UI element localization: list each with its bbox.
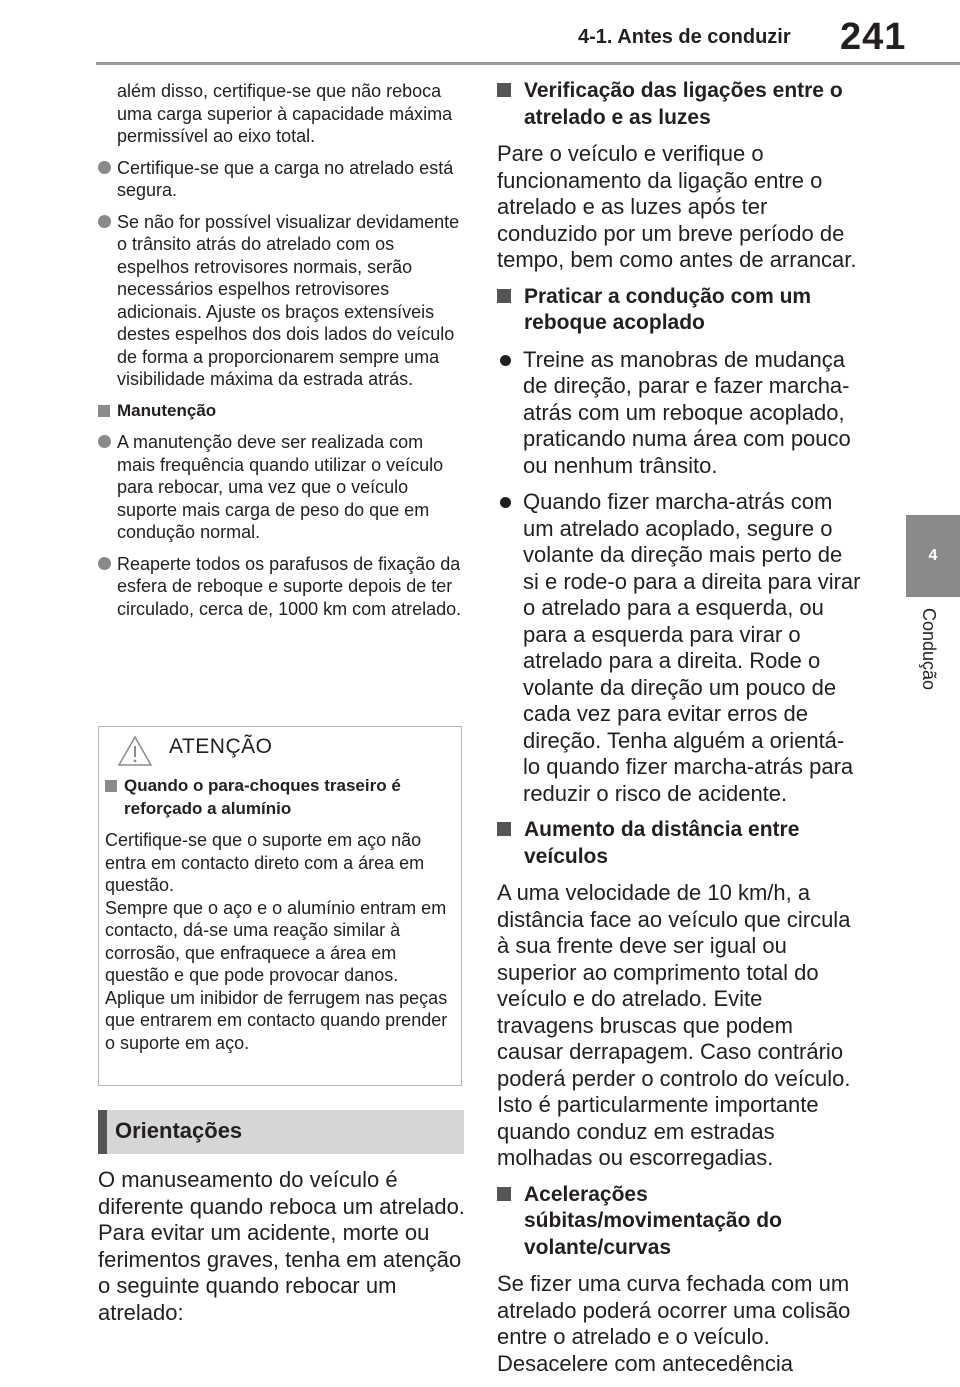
warning-body: [105, 775, 455, 1054]
chapter-label: Condução: [919, 608, 939, 691]
subsection-heading: [497, 1182, 861, 1262]
warning-subheading: [105, 775, 455, 820]
subsection-heading-text: Acelerações súbitas/movimentação do volante/curvas: [524, 1182, 782, 1259]
orientacoes-intro: O manuseamento do veículo é diferente quando reboca um atrelado. Para evitar um acidente, morte ou ferimentos graves, tenha em atenção o seguinte quando rebocar um atrelado:: [98, 1167, 465, 1325]
list-item-text: Se não for possível visualizar devidamente o trânsito atrás do atrelado com os espelhos retrovisores normais, serão necessários espelhos retrovisores adicionais. Ajuste os braços extensíveis destes espelhos dos dois lados do veículo de forma a proporcionarem sempre uma visibilidade máxima da estrada atrás.: [117, 211, 460, 389]
square-bullet-icon: [497, 822, 511, 836]
list-item: [98, 553, 464, 621]
list-item: [497, 347, 861, 480]
orientacoes-title: Orientações: [115, 1118, 243, 1143]
subsection-heading-text: Verificação das ligações entre o atrelado e as luzes: [524, 79, 843, 129]
square-bullet-icon: [497, 289, 511, 303]
list-item-text: Certifique-se que a carga no atrelado está segura.: [117, 157, 454, 200]
list-item-text: Reaperte todos os parafusos de fixação da esfera de reboque e suporte depois de ter circulado, cerca de, 1000 km com atrelado.: [117, 553, 462, 619]
square-bullet-icon: [98, 405, 110, 417]
page-number: 241: [840, 16, 907, 58]
right-column: [497, 78, 861, 1387]
bullet-icon: [98, 215, 111, 228]
list-item: [98, 431, 464, 544]
warning-paragraph: Sempre que o aço e o alumínio entram em contacto, dá-se uma reação similar à corrosão, que enfraquece a área em questão e que pode provocar danos. Aplique um inibidor de ferrugem nas peças que entrarem em contacto quando prender o suporte em aço.: [105, 897, 448, 1053]
section-title: 4-1. Antes de conduzir: [578, 26, 791, 48]
list-item: [497, 489, 861, 807]
paragraph: Se fizer uma curva fechada com um atrelado poderá ocorrer uma colisão entre o atrelado e o veículo. Desacelere com antecedência: [497, 1271, 851, 1376]
subsection-heading-text: Aumento da distância entre veículos: [524, 818, 800, 868]
bullet-icon: [98, 161, 111, 174]
subsection-heading: [497, 284, 861, 337]
list-item-text: Quando fizer marcha-atrás com um atrelado acoplado, segure o volante da direção mais perto de si e rode-o para a direita para virar o atrelado para a esquerda, ou para a esquerda para virar o atrelado para a direita. Rode o volante da direção um pouco de cada vez para evitar erros de direção. Tenha alguém a orientá-lo quando fizer marcha-atrás para reduzir o risco de acidente.: [523, 489, 861, 806]
list-item-text: A manutenção deve ser realizada com mais frequência quando utilizar o veículo para rebocar, uma vez que o veículo suporte mais carga de peso do que em condução normal.: [117, 432, 444, 542]
bullet-icon: [98, 557, 111, 570]
subsection-heading: [497, 817, 861, 870]
subsection-heading-text: Praticar a condução com um reboque acoplado: [524, 284, 812, 334]
warning-paragraph: Certifique-se que o suporte em aço não entra em contacto direto com a área em questão.: [105, 830, 425, 895]
continuation-text: além disso, certifique-se que não reboca uma carga superior à capacidade máxima permissível ao eixo total.: [117, 81, 453, 146]
subsection-heading: [497, 78, 861, 131]
chapter-tab: 4: [906, 515, 960, 597]
list-item: [98, 211, 464, 391]
maintenance-heading: [98, 400, 464, 423]
heading-text: Manutenção: [117, 400, 217, 420]
warning-box: [98, 726, 462, 1086]
heading-accent-bar: [98, 1110, 107, 1154]
paragraph: A uma velocidade de 10 km/h, a distância face ao veículo que circula à sua frente deve ser igual ou superior ao comprimento total do veículo e do atrelado. Evite travagens bruscas que podem causar derrapagem. Caso contrário poderá perder o controlo do veículo. Isto é particularmente importante quando conduz em estradas molhadas ou escorregadias.: [497, 880, 851, 1170]
warning-subheading-text: Quando o para-choques traseiro é reforçado a alumínio: [124, 776, 401, 818]
paragraph: Pare o veículo e verifique o funcionamento da ligação entre o atrelado e as luzes após ter conduzido por um breve período de tempo, bem como antes de arrancar.: [497, 141, 857, 272]
warning-triangle-icon: [117, 735, 457, 769]
warning-title: ATENÇÃO: [169, 735, 273, 758]
square-bullet-icon: [497, 1187, 511, 1201]
list-item: [98, 157, 464, 202]
bullet-icon: [500, 355, 511, 366]
square-bullet-icon: [497, 83, 511, 97]
square-bullet-icon: [105, 780, 117, 792]
orientacoes-heading: [98, 1110, 464, 1154]
bullet-icon: [500, 497, 511, 508]
header-divider: [96, 62, 960, 65]
left-column: [98, 80, 464, 629]
bullet-icon: [98, 435, 111, 448]
list-item-text: Treine as manobras de mudança de direção, parar e fazer marcha-atrás com um reboque acoplado, praticando numa área com pouco ou nenhum trânsito.: [523, 346, 851, 478]
